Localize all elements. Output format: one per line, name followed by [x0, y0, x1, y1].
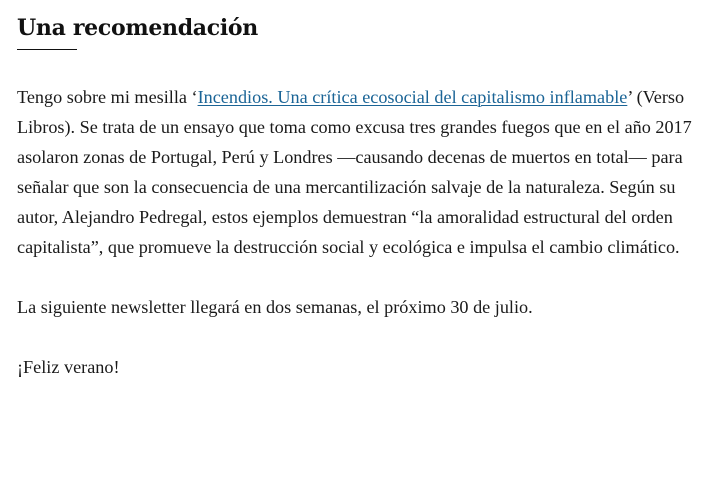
recommendation-paragraph — [17, 82, 693, 262]
book-title-link[interactable]: Incendios. Una crítica ecosocial del capitalismo inflamable — [197, 87, 628, 107]
recommendation-body-text: ’ (Verso Libros). Se trata de un ensayo que toma como excusa tres grandes fuegos que en el año 2017 asolaron zonas de Portugal, Perú y Londres —causando decenas de muertos en total— para señalar que son la consecuencia de una mercantilización salvaje de la naturaleza. Según su autor, Alejandro Pedregal, estos ejemplos demuestran “la amoralidad estructural del orden capitalista”, que promueve la destrucción social y ecológica e impulsa el cambio climático. — [17, 87, 692, 257]
newsletter-section — [17, 12, 693, 382]
next-newsletter-note: La siguiente newsletter llegará en dos semanas, el próximo 30 de julio. — [17, 297, 533, 317]
section-title: Una recomendación — [17, 15, 258, 41]
recommendation-intro-text: Tengo sobre mi mesilla ‘ — [17, 87, 198, 107]
title-underline-divider — [17, 49, 77, 50]
farewell-message: ¡Feliz verano! — [17, 357, 120, 377]
